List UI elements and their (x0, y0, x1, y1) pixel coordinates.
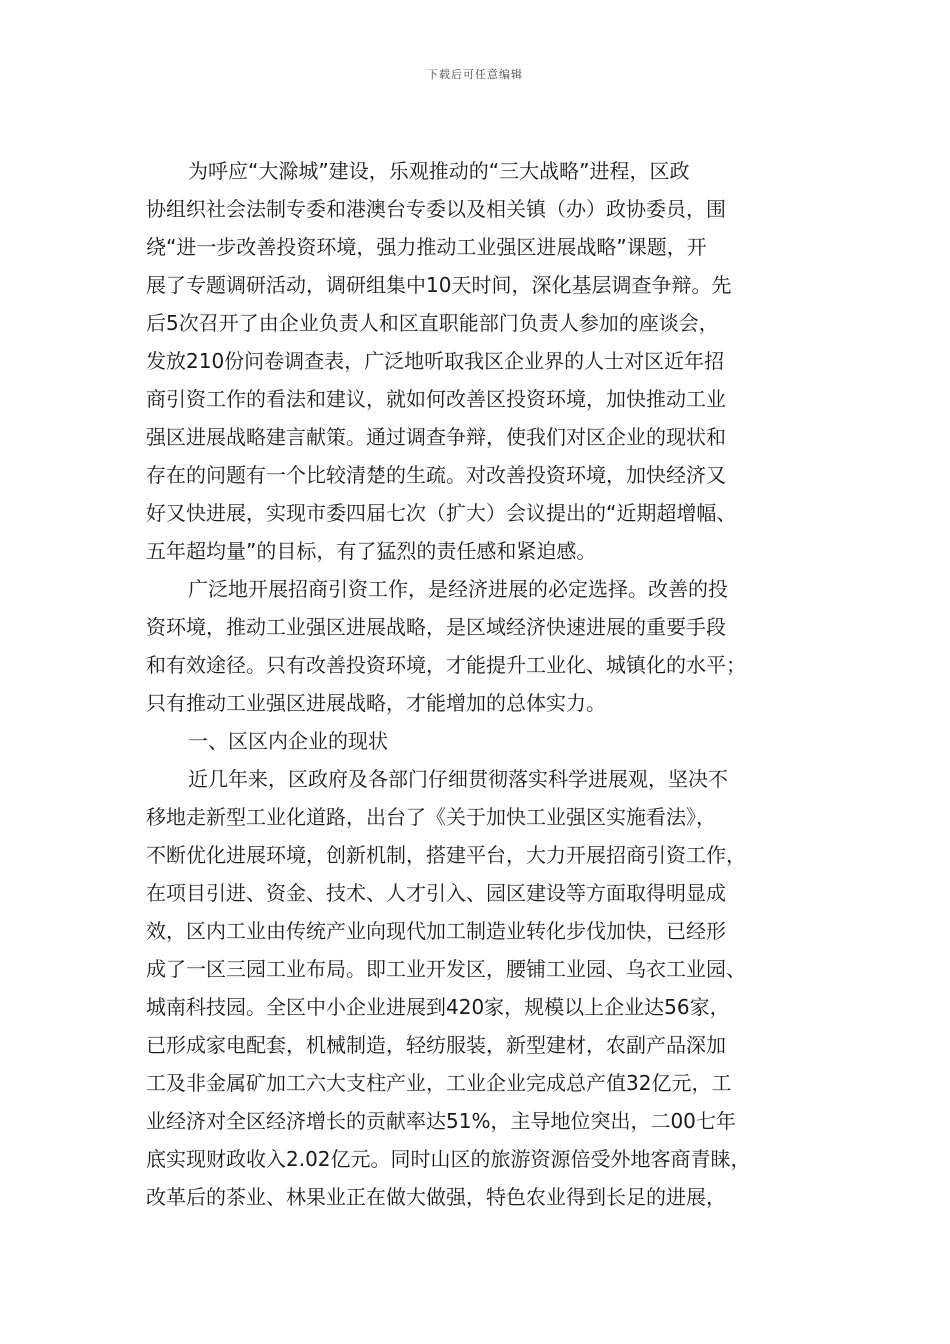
text-line: 在项目引进、资金、技术、人才引入、园区建设等方面取得明显成 (146, 881, 726, 905)
text-line: 广泛地开展招商引资工作，是经济进展的必定选择。改善的投 (188, 577, 728, 601)
section-heading: 一、区区内企业的现状 (188, 729, 388, 753)
text-line: 效，区内工业由传统产业向现代加工制造业转化步伐加快，已经形 (146, 919, 726, 943)
text-line: 协组织社会法制专委和港澳台专委以及相关镇（办）政协委员，围 (146, 197, 726, 221)
text-line: 商引资工作的看法和建议，就如何改善区投资环境，加快推动工业 (146, 387, 726, 411)
text-line: 近几年来，区政府及各部门仔细贯彻落实科学进展观，坚决不 (188, 767, 728, 791)
text-line: 底实现财政收入2.02亿元。同时山区的旅游资源倍受外地客商青睐， (146, 1147, 751, 1171)
text-line: 已形成家电配套，机械制造，轻纺服装，新型建材，农副产品深加 (146, 1033, 726, 1057)
text-line: 后5次召开了由企业负责人和区直职能部门负责人参加的座谈会， (146, 311, 719, 335)
text-line: 存在的问题有一个比较清楚的生疏。对改善投资环境，加快经济又 (146, 463, 726, 487)
text-line: 发放210份问卷调查表，广泛地听取我区企业界的人士对区近年招 (146, 349, 725, 373)
text-line: 绕“进一步改善投资环境，强力推动工业强区进展战略”课题，开 (146, 235, 707, 259)
text-line: 为呼应“大滁城”建设，乐观推动的“三大战略”进程，区政 (188, 159, 690, 183)
text-line: 不断优化进展环境，创新机制，搭建平台，大力开展招商引资工作， (146, 843, 746, 867)
text-line: 只有推动工业强区进展战略，才能增加的总体实力。 (146, 691, 606, 715)
text-line: 工及非金属矿加工六大支柱产业，工业企业完成总产值32亿元，工 (146, 1071, 732, 1095)
text-line: 展了专题调研活动，调研组集中10天时间，深化基层调查争辩。先 (146, 273, 732, 297)
text-line: 改革后的茶业、林果业正在做大做强，特色农业得到长足的进展， (146, 1185, 726, 1209)
text-line: 成了一区三园工业布局。即工业开发区，腰铺工业园、乌衣工业园、 (146, 957, 746, 981)
text-line: 城南科技园。全区中小企业进展到420家，规模以上企业达56家， (146, 995, 730, 1019)
text-line: 资环境，推动工业强区进展战略，是区域经济快速进展的重要手段 (146, 615, 726, 639)
text-line: 移地走新型工业化道路，出台了《关于加快工业强区实施看法》， (146, 805, 716, 829)
text-line: 五年超均量”的目标，有了猛烈的责任感和紧迫感。 (146, 539, 597, 563)
page-header-note: 下载后可任意编辑 (427, 68, 523, 81)
text-line: 好又快进展，实现市委四届七次（扩大）会议提出的“近期超增幅、 (146, 501, 737, 525)
text-line: 业经济对全区经济增长的贡献率达51%，主导地位突出，二00七年 (146, 1109, 736, 1133)
text-line: 强区进展战略建言献策。通过调查争辩，使我们对区企业的现状和 (146, 425, 726, 449)
text-line: 和有效途径。只有改善投资环境，才能提升工业化、城镇化的水平； (146, 653, 746, 677)
document-body (146, 152, 806, 1216)
